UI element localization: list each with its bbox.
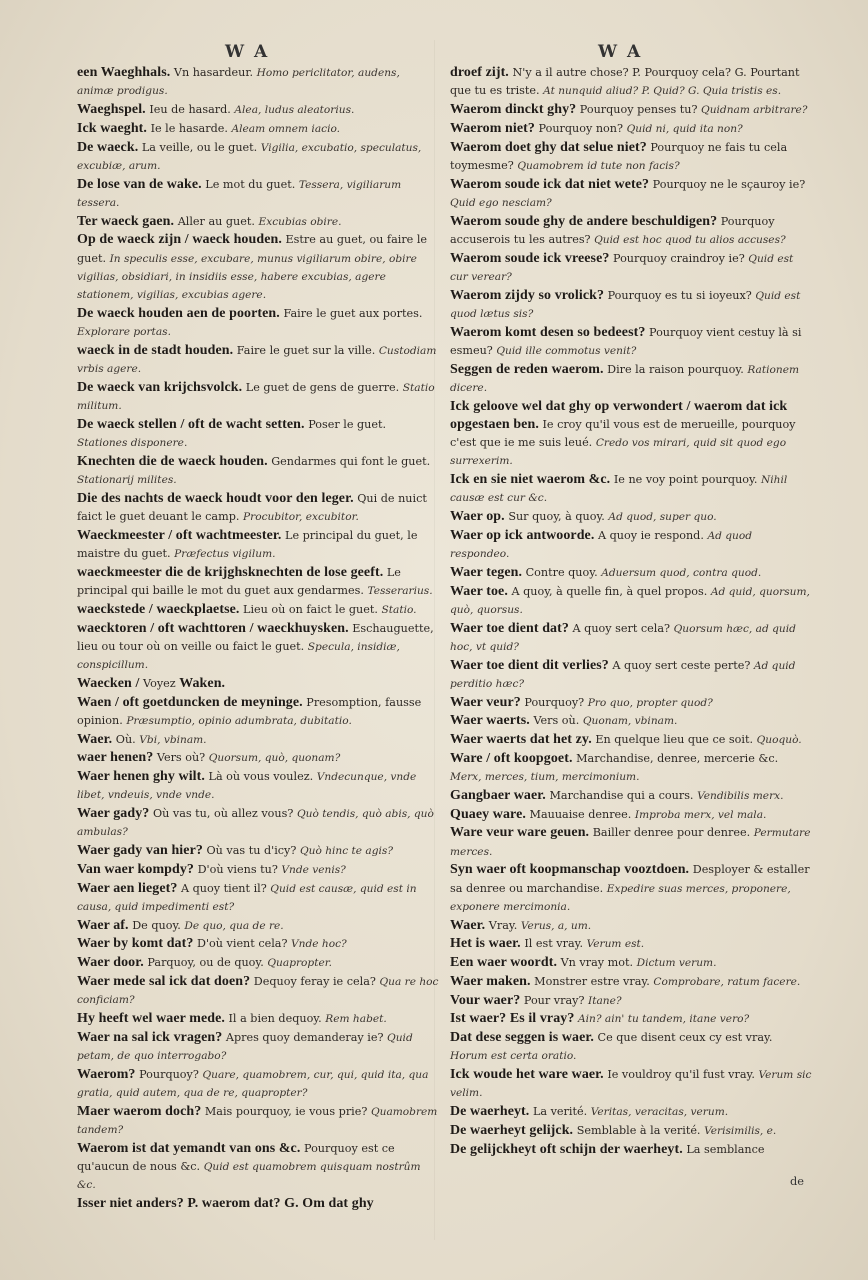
entry-headword: Waer by komt dat? — [77, 936, 194, 952]
dictionary-entry — [450, 787, 812, 805]
dictionary-entry — [450, 935, 812, 953]
entry-headword: Dat dese seggen is waer. — [450, 1030, 594, 1045]
entry-latin: Vendibilis merx. — [697, 789, 784, 802]
dictionary-entry — [77, 379, 439, 416]
entry-french: A quoy sert ceste perte? — [612, 658, 751, 672]
dictionary-entry — [77, 139, 439, 176]
entry-headword: Waer door. — [77, 955, 144, 970]
entry-french: Vray. — [488, 918, 518, 932]
entry-latin: Credo vos mirari, quid sit quod ego surrexerim. — [450, 437, 787, 468]
entry-latin: At nunquid aliud? P. Quid? G. Quia tristis es. — [543, 85, 782, 98]
dictionary-entry — [77, 1140, 439, 1195]
entry-latin: Ad quod respondeo. — [450, 529, 753, 560]
dictionary-entry — [450, 1122, 812, 1140]
dictionary-entry — [450, 861, 812, 916]
entry-latin: Quonam, vbinam. — [582, 715, 678, 728]
entry-headword: Waer na sal ick vragen? — [77, 1029, 223, 1045]
entry-latin: Quare, quamobrem, cur, qui, quid ita, qua gratia, quid autem, qua de re, quapropter? — [77, 1068, 429, 1099]
entry-headword: Ick geloove wel dat ghy op verwondert / waerom dat ick opgestaen ben. — [450, 398, 788, 432]
entry-headword: De waeck van krijchsvolck. — [77, 379, 243, 395]
entry-latin: Quamobrem id tute non facis? — [517, 159, 680, 172]
entry-latin: Ain? ain' tu tandem, itane vero? — [578, 1013, 750, 1026]
dictionary-entry — [450, 324, 812, 361]
entry-french: Pourquoy? — [139, 1067, 199, 1081]
entry-latin: Quid est quamobrem quisquam nostrûm &c. — [77, 1160, 421, 1191]
entry-latin: Procubitor, excubitor. — [243, 511, 359, 523]
entry-french: Pourquoy ne fais tu cela toymesme? — [450, 140, 788, 172]
entry-french: Marchandise, denree, mercerie &c. — [576, 751, 779, 765]
dictionary-entry — [77, 805, 439, 842]
entry-latin: Præsumptio, opinio adumbrata, dubitatio. — [126, 714, 352, 727]
entry-latin: Vigilia, excubatio, speculatus, excubiæ, arum. — [77, 141, 422, 172]
dictionary-entry — [450, 1010, 812, 1028]
entry-latin: Stationes disponere. — [77, 437, 188, 449]
dictionary-entry — [450, 213, 812, 250]
dictionary-entry — [450, 120, 812, 138]
entry-french: Où. — [115, 732, 136, 746]
entry-french: Faire le guet sur la ville. — [236, 343, 376, 357]
entry-headword: Waerom soude ick dat niet wete? — [450, 176, 650, 192]
entry-french: Vn vray mot. — [560, 956, 634, 969]
entry-latin: Expedire suas merces, proponere, exponere mercimonia. — [450, 882, 791, 913]
entry-french: Où vas tu d'icy? — [206, 844, 297, 857]
entry-headword: Waer. — [77, 731, 113, 747]
dictionary-entry — [77, 1066, 439, 1103]
dictionary-entry — [450, 1141, 812, 1159]
entry-latin: Ad quid perditio hæc? — [450, 659, 796, 690]
dictionary-entry — [77, 564, 439, 601]
entry-latin: Quid ille commotus venit? — [496, 344, 637, 357]
entry-headword: waeck in de stadt houden. — [77, 342, 234, 358]
entry-headword: Waer maken. — [450, 973, 531, 989]
dictionary-entry — [77, 1010, 439, 1028]
entry-french: Vers où. — [533, 714, 580, 728]
entry-french: Monstrer estre vray. — [534, 974, 650, 988]
entry-french: Pourquoy penses tu? — [579, 103, 698, 116]
entry-latin: Verum sic velim. — [450, 1069, 812, 1100]
dictionary-entry — [450, 250, 812, 287]
entry-headword: Waerom? — [77, 1066, 136, 1082]
entry-headword: Waer veur? — [450, 694, 521, 710]
entry-headword: waeckmeester die de krijghsknechten de lose geeft. — [77, 564, 384, 580]
entry-headword: Knechten die de waeck houden. — [77, 453, 268, 469]
dictionary-entry — [450, 1066, 812, 1103]
entry-french: Lieu où on faict le guet. — [243, 602, 378, 616]
dictionary-entry — [77, 749, 439, 767]
entry-headword: Een waer woordt. — [450, 955, 558, 970]
entry-french: Estre au guet, ou faire le guet. — [77, 233, 428, 265]
entry-french: Le guet de gens de guerre. — [245, 380, 400, 394]
entry-latin: Quamobrem tandem? — [77, 1105, 438, 1136]
entry-latin: Quid petam, de quo interrogabo? — [77, 1031, 413, 1062]
entry-french: Apres quoy demanderay ie? — [225, 1030, 384, 1044]
entry-headword: Waerom zijdy so vrolick? — [450, 287, 605, 303]
entry-french: Eschauguette, lieu ou tour où on veille ou faict le guet. — [77, 621, 434, 653]
entry-latin: Qua re hoc conficiam? — [77, 975, 439, 1006]
entry-headword: Waer waerts dat het zy. — [450, 732, 592, 747]
entry-french: Ie croy qu'il vous est de merueille, pourquoy c'est que ie me suis leué. — [450, 417, 796, 449]
entry-french: Ieu de hasard. — [149, 103, 231, 116]
dictionary-entry — [77, 1029, 439, 1066]
entry-headword: Waer toe. — [450, 583, 508, 599]
entry-headword: Op de waeck zijn / waeck houden. — [77, 232, 282, 248]
entry-french: Pour vray? — [523, 993, 585, 1007]
entry-headword: Ick waeght. — [77, 120, 148, 136]
dictionary-entry — [77, 176, 439, 213]
entry-latin: Verisimilis, e. — [704, 1124, 777, 1137]
entry-headword: Waerom ist dat yemandt van ons &c. — [77, 1140, 301, 1156]
entry-latin: Quid est quod lætus sis? — [450, 289, 801, 320]
dictionary-entry — [450, 694, 812, 712]
entry-headword: droef zijt. — [450, 65, 509, 80]
entry-headword: waeckstede / waeckplaetse. — [77, 601, 240, 617]
entry-headword: Isser niet anders? P. waerom dat? G. Om dat ghy — [77, 1195, 374, 1211]
entry-latin: Ad quid, quorsum, quò, quorsus. — [450, 585, 810, 616]
entry-latin: Quid est hoc quod tu alios accuses? — [594, 233, 786, 246]
entry-latin: Aleam omnem iacio. — [231, 122, 341, 135]
dictionary-entry — [77, 768, 439, 805]
dictionary-entry — [450, 176, 812, 213]
running-head-left: W A — [225, 42, 270, 62]
entry-latin: Comprobare, ratum facere. — [653, 975, 801, 988]
entry-headword: Waer op. — [450, 509, 505, 524]
entry-latin: Horum est certa oratio. — [450, 1050, 577, 1063]
entry-latin: Tesserarius. — [367, 585, 433, 597]
entry-headword: De waerheyt gelijck. — [450, 1122, 574, 1138]
entry-headword: waecktoren / oft wachttoren / waeckhuysken. — [77, 620, 349, 636]
entry-headword: Waer tegen. — [450, 564, 523, 580]
entry-french: Le principal qui baille le mot du guet aux gendarmes. — [77, 565, 401, 597]
entry-headword: Gangbaer waer. — [450, 787, 546, 803]
dictionary-entry — [450, 731, 812, 749]
entry-french: La semblance — [686, 1142, 765, 1156]
entry-french: Le principal du guet, le maistre du guet. — [77, 528, 418, 560]
entry-french: Mauuaise denree. — [529, 807, 632, 821]
entry-headword: Waecken / — [77, 675, 140, 691]
running-head-right: W A — [598, 42, 643, 62]
entry-french: D'où viens tu? — [197, 862, 278, 876]
entry-french: Pourquoy craindroy ie? — [613, 251, 745, 265]
dictionary-entry — [77, 694, 439, 731]
dictionary-entry — [77, 416, 439, 453]
entry-french: Il a bien dequoy. — [228, 1011, 322, 1025]
dictionary-entry — [77, 101, 439, 119]
entry-latin: Excubias obire. — [258, 215, 342, 228]
dictionary-entry — [450, 806, 812, 824]
entry-headword: Ware / oft koopgoet. — [450, 750, 573, 766]
dictionary-entry — [450, 620, 812, 657]
entry-headword: Seggen de reden waerom. — [450, 361, 604, 377]
entry-french: Où vas tu, où allez vous? — [152, 807, 294, 820]
dictionary-entry — [450, 1103, 812, 1121]
entry-latin: In speculis esse, excubare, munus vigiliarum obire, obire vigilias, obsidiari, in insidiis esse, habere excubias, agere stationem, vigilias, excubias agere. — [77, 252, 417, 301]
entry-french: Pourquoy? — [524, 695, 585, 709]
entry-headword: Waer henen ghy wilt. — [77, 769, 205, 784]
dictionary-entry — [450, 1029, 812, 1066]
entry-latin: Quid est causæ, quid est in causa, quid impedimenti est? — [77, 882, 417, 913]
dictionary-entry — [77, 675, 439, 693]
dictionary-entry — [77, 880, 439, 917]
entry-latin: Vbi, vbinam. — [139, 733, 207, 746]
dictionary-entry — [450, 139, 812, 176]
entry-headword: Waerom soude ghy de andere beschuldigen? — [450, 213, 718, 229]
entry-french: D'où vient cela? — [197, 937, 288, 951]
entry-headword: De waeck stellen / oft de wacht setten. — [77, 416, 305, 432]
dictionary-entry — [450, 361, 812, 398]
left-column — [77, 64, 439, 1213]
entry-french: Vn hasardeur. — [173, 66, 254, 79]
entry-french: Faire le guet aux portes. — [283, 306, 423, 320]
entry-latin: Vndecunque, vnde libet, vndeuis, vnde vnde. — [77, 771, 417, 802]
entry-french: Pourquoy es tu si ioyeux? — [607, 288, 752, 302]
dictionary-entry — [77, 527, 439, 564]
dictionary-entry — [77, 1103, 439, 1140]
entry-latin: Quò tendis, quò abis, quò ambulas? — [77, 808, 434, 839]
dictionary-entry — [450, 287, 812, 324]
entry-headword: De waerheyt. — [450, 1104, 530, 1119]
catchword: de — [789, 1174, 804, 1188]
entry-french: Pourquoy est ce qu'aucun de nous &c. — [77, 1141, 395, 1173]
entry-french: En quelque lieu que ce soit. — [595, 733, 754, 746]
entry-latin: Quò hinc te agis? — [299, 845, 394, 857]
entry-french: A quoy ie respond. — [597, 528, 704, 542]
entry-headword: Waerom niet? — [450, 120, 535, 136]
entry-french: Ie vouldroy qu'il fust vray. — [607, 1068, 755, 1081]
dictionary-entry — [450, 471, 812, 508]
entry-latin: Rationem dicere. — [450, 363, 800, 394]
entry-headword: Waerom soude ick vreese? — [450, 250, 610, 266]
entry-french: Bailler denree pour denree. — [592, 826, 751, 840]
entry-latin: Pro quo, propter quod? — [587, 696, 713, 709]
dictionary-entry — [450, 712, 812, 730]
entry-headword: Die des nachts de waeck houdt voor den leger. — [77, 490, 354, 506]
entry-french: Contre quoy. — [525, 565, 598, 579]
entry-crossref: Waken. — [179, 675, 226, 691]
dictionary-entry — [77, 731, 439, 749]
entry-headword: een Waeghhals. — [77, 65, 171, 80]
entry-headword: Van waer kompdy? — [77, 861, 194, 877]
dictionary-entry — [77, 490, 439, 527]
dictionary-entry — [450, 657, 812, 694]
entry-headword: Syn waer oft koopmanschap vooztdoen. — [450, 862, 690, 878]
entry-french: Dequoy feray ie cela? — [253, 974, 376, 988]
entry-french: Dire la raison pourquoy. — [607, 362, 744, 376]
entry-french: Qui de nuict faict le guet deuant le camp. — [77, 491, 427, 523]
dictionary-entry — [77, 917, 439, 935]
entry-french: Sur quoy, à quoy. — [508, 510, 605, 523]
entry-french: La verité. — [532, 1105, 588, 1118]
entry-headword: Waeckmeester / oft wachtmeester. — [77, 527, 282, 543]
dictionary-entry — [77, 305, 439, 342]
entry-french: Presomption, fausse opinion. — [77, 695, 422, 727]
dictionary-entry — [77, 64, 439, 101]
entry-headword: Waer op ick antwoorde. — [450, 527, 595, 543]
dictionary-entry — [77, 601, 439, 619]
entry-headword: Ist waer? Es il vray? — [450, 1011, 575, 1027]
entry-headword: Hy heeft wel waer mede. — [77, 1010, 225, 1026]
entry-french: Mais pourquoy, ie vous prie? — [204, 1104, 368, 1118]
entry-french: Pourquoy ne le sçauroy ie? — [652, 177, 806, 191]
entry-headword: Waer toe dient dat? — [450, 620, 569, 636]
entry-latin: Quoquò. — [756, 734, 802, 746]
entry-latin: Statio militum. — [77, 381, 435, 412]
entry-headword: Waer aen lieget? — [77, 880, 178, 896]
entry-headword: Waer mede sal ick dat doen? — [77, 973, 251, 989]
dictionary-entry — [77, 1195, 439, 1213]
entry-latin: Ad quod, super quo. — [608, 511, 717, 523]
entry-headword: Waer gady van hier? — [77, 843, 203, 858]
entry-latin: Explorare portas. — [77, 326, 171, 338]
entry-latin: Itane? — [588, 994, 622, 1007]
dictionary-entry — [77, 935, 439, 953]
entry-latin: Vnde venis? — [281, 863, 346, 876]
entry-french: De quoy. — [132, 918, 181, 932]
dictionary-entry — [450, 973, 812, 991]
entry-headword: Waer. — [450, 917, 486, 933]
dictionary-entry — [450, 527, 812, 564]
entry-latin: Vnde hoc? — [291, 938, 347, 951]
entry-french: Le mot du guet. — [205, 177, 296, 191]
dictionary-entry — [77, 120, 439, 138]
entry-headword: Ware veur ware geuen. — [450, 825, 590, 841]
entry-french: Il est vray. — [524, 937, 584, 951]
entry-french: N'y a il autre chose? P. Pourquoy cela? G. Pourtant que tu es triste. — [450, 66, 800, 98]
entry-latin: Quid ni, quid ita non? — [626, 122, 743, 135]
entry-headword: Ter waeck gaen. — [77, 213, 175, 229]
entry-latin: Dictum verum. — [636, 957, 717, 969]
entry-latin: Quid ego nesciam? — [450, 196, 552, 209]
entry-headword: Ick en sie niet waerom &c. — [450, 472, 611, 487]
dictionary-entry — [77, 620, 439, 675]
entry-french: La veille, ou le guet. — [141, 140, 258, 154]
entry-headword: De lose van de wake. — [77, 176, 202, 192]
entry-headword: De waeck houden aen de poorten. — [77, 305, 280, 321]
entry-headword: waer henen? — [77, 750, 154, 766]
entry-latin: Nihil causæ est cur &c. — [450, 474, 788, 505]
entry-headword: Het is waer. — [450, 936, 521, 952]
entry-latin: Alea, ludus aleatorius. — [234, 104, 355, 116]
entry-latin: Verus, a, um. — [520, 919, 592, 932]
entry-latin: Quorsum hæc, ad quid hoc, vt quid? — [450, 622, 796, 653]
dictionary-entry — [450, 508, 812, 526]
entry-french: Pourquoy accuserois tu les autres? — [450, 214, 775, 246]
dictionary-entry — [450, 398, 812, 471]
entry-french: Marchandise qui a cours. — [549, 788, 694, 802]
entry-latin: Custodiam vrbis agere. — [77, 344, 437, 375]
entry-french: A quoy, à quelle fin, à quel propos. — [511, 584, 708, 598]
entry-latin: Merx, merces, tium, mercimonium. — [450, 771, 640, 783]
entry-french: Pourquoy vient cestuy là si esmeu? — [450, 325, 802, 357]
entry-latin: Quidnam arbitrare? — [701, 104, 808, 116]
entry-headword: Waen / oft goetduncken de meyninge. — [77, 694, 303, 710]
entry-french: Parquoy, ou de quoy. — [147, 956, 264, 969]
dictionary-entry — [450, 917, 812, 935]
right-column — [450, 64, 812, 1159]
entry-headword: Ick woude het ware waer. — [450, 1067, 604, 1082]
dictionary-entry — [77, 861, 439, 879]
dictionary-entry — [450, 954, 812, 972]
entry-latin: De quo, qua de re. — [184, 919, 284, 932]
entry-french: Ie le hasarde. — [150, 121, 228, 135]
entry-headword: Waeghspel. — [77, 102, 146, 117]
entry-headword: Maer waerom doch? — [77, 1103, 202, 1119]
entry-latin: Verum est. — [586, 938, 645, 951]
dictionary-entry — [450, 564, 812, 582]
dictionary-entry — [77, 213, 439, 231]
entry-headword: Waerom dinckt ghy? — [450, 102, 577, 117]
entry-headword: Waer waerts. — [450, 713, 530, 729]
entry-latin: Veritas, veracitas, verum. — [590, 1106, 729, 1118]
dictionary-entry — [77, 954, 439, 972]
dictionary-entry — [450, 750, 812, 787]
entry-headword: Quaey ware. — [450, 806, 526, 822]
entry-latin: Statio. — [381, 603, 417, 616]
entry-latin: Quorsum, quò, quonam? — [208, 752, 341, 765]
entry-french: Voyez — [143, 676, 176, 690]
entry-headword: Waerom komt desen so bedeest? — [450, 324, 646, 340]
entry-headword: Waer gady? — [77, 806, 150, 821]
entry-latin: Præfectus vigilum. — [174, 548, 276, 560]
dictionary-entry — [450, 824, 812, 861]
entry-french: Vers où? — [156, 751, 206, 765]
entry-latin: Rem habet. — [325, 1012, 387, 1025]
entry-latin: Homo periclitator, audens, animæ prodigus. — [77, 67, 400, 98]
entry-french: Gendarmes qui font le guet. — [271, 454, 431, 468]
dictionary-entry — [450, 583, 812, 620]
entry-french: A quoy sert cela? — [572, 621, 671, 635]
entry-french: A quoy tient il? — [181, 881, 267, 895]
entry-headword: De gelijckheyt oft schijn der waerheyt. — [450, 1141, 683, 1157]
entry-latin: Stationarij milites. — [77, 474, 177, 486]
entry-french: Poser le guet. — [308, 417, 387, 431]
entry-french: Ie ne voy point pourquoy. — [613, 473, 758, 486]
entry-headword: Waer af. — [77, 917, 129, 933]
dictionary-entry — [77, 453, 439, 490]
entry-french: Aller au guet. — [177, 214, 255, 228]
dictionary-entry — [450, 101, 812, 119]
entry-french: Semblable à la verité. — [576, 1123, 701, 1137]
dictionary-entry — [77, 973, 439, 1010]
entry-latin: Permutare merces. — [450, 827, 811, 858]
entry-headword: Waer toe dient dit verlies? — [450, 657, 609, 673]
entry-headword: Vour waer? — [450, 992, 521, 1008]
entry-latin: Aduersum quod, contra quod. — [601, 566, 762, 579]
dictionary-entry — [450, 992, 812, 1010]
entry-latin: Quid est cur verear? — [450, 252, 794, 283]
dictionary-entry — [77, 231, 439, 304]
entry-headword: Waerom doet ghy dat selue niet? — [450, 139, 647, 155]
entry-french: Ce que disent ceux cy est vray. — [597, 1031, 773, 1044]
dictionary-entry — [77, 342, 439, 379]
entry-latin: Tessera, vigiliarum tessera. — [77, 178, 402, 209]
entry-french: Pourquoy non? — [538, 121, 624, 135]
entry-french: Là où vous voulez. — [208, 770, 314, 783]
entry-latin: Specula, insidiæ, conspicillum. — [77, 640, 400, 671]
dictionary-entry — [450, 64, 812, 101]
dictionary-entry — [77, 842, 439, 860]
entry-latin: Improba merx, vel mala. — [634, 808, 767, 821]
entry-headword: De waeck. — [77, 139, 139, 155]
entry-latin: Quapropter. — [267, 957, 332, 969]
entry-french: Desployer & estaller sa denree ou marchandise. — [450, 863, 810, 895]
